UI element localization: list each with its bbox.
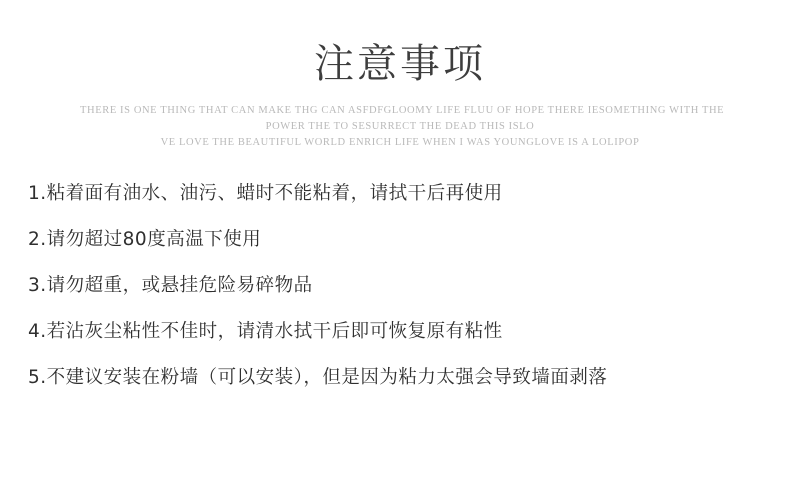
subtitle-line-3: VE LOVE THE BEAUTIFUL WORLD ENRICH LIFE WHEN I WAS YOUNGLOVE IS A LOLIPOP <box>160 137 640 148</box>
list-item: 1.粘着面有油水、油污、蜡时不能粘着，请拭干后再使用 <box>28 183 503 204</box>
list-item: 5.不建议安装在粉墙（可以安装），但是因为粘力太强会导致墙面剥落 <box>28 367 608 388</box>
list-item: 3.请勿超重，或悬挂危险易碎物品 <box>28 275 313 296</box>
subtitle-line-2: POWER THE TO SESURRECT THE DEAD THIS ISLO <box>265 121 535 132</box>
list-item: 2.请勿超过80度高温下使用 <box>28 229 262 250</box>
subtitle-block <box>80 103 725 151</box>
subtitle-line-1: THERE IS ONE THING THAT CAN MAKE THG CAN ASFDFGLOOMY LIFE FLUU OF HOPE THERE IESOMETHING WITH THE <box>80 105 725 116</box>
notice-list <box>0 181 800 391</box>
page-title: 注意事项 <box>314 41 486 86</box>
list-item: 4.若沾灰尘粘性不佳时，请清水拭干后即可恢复原有粘性 <box>28 321 503 342</box>
